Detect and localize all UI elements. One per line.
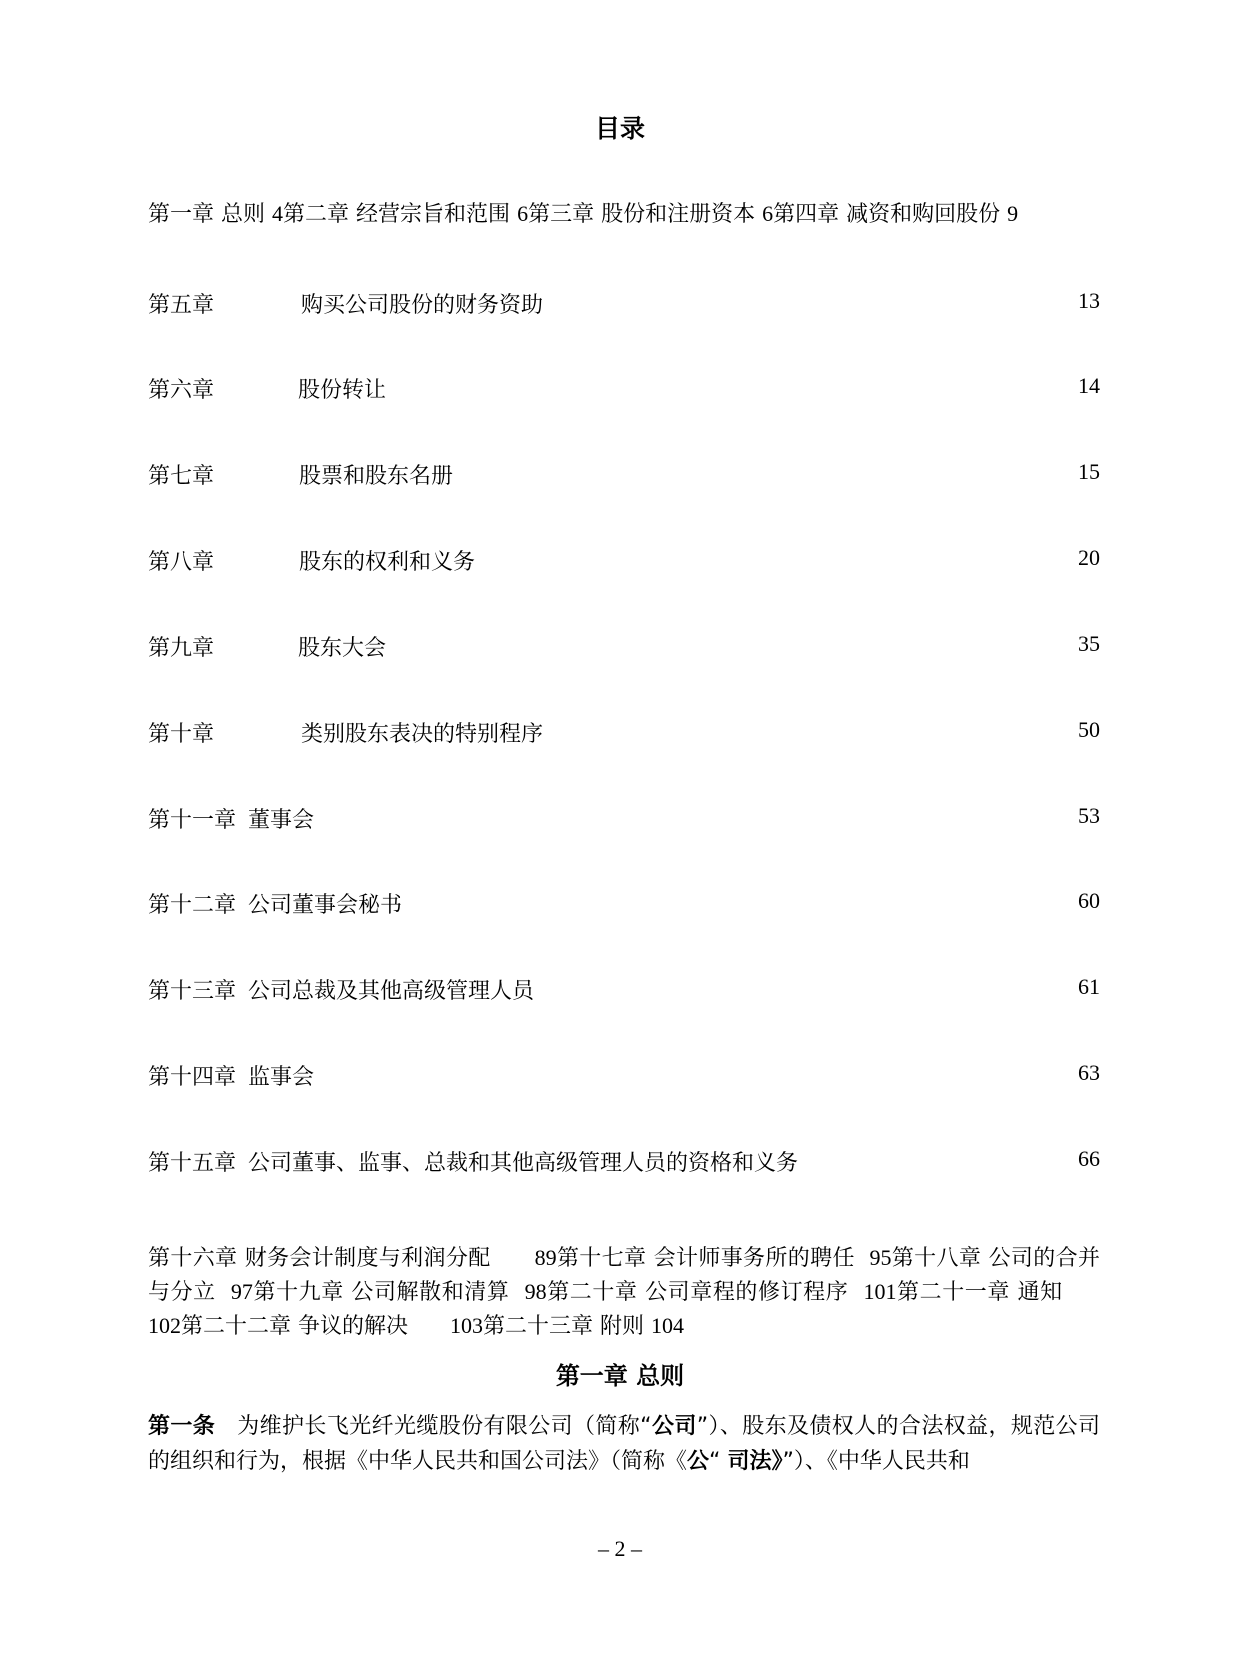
toc-row[interactable] — [148, 717, 1100, 749]
toc-inline-page: 4 — [272, 201, 284, 226]
toc-chapter: 第十章 — [148, 722, 215, 747]
toc-row[interactable] — [148, 888, 1100, 920]
toc-row-title: 公司总裁及其他高级管理人员 — [248, 979, 535, 1004]
toc-chapter: 第十五章 — [148, 1151, 237, 1176]
toc-inline-page: 9 — [1007, 201, 1019, 226]
toc-inline-chapter: 第十九章 — [252, 1280, 344, 1305]
toc-inline-page: 95 — [869, 1245, 892, 1270]
toc-row-title: 购买公司股份的财务资助 — [301, 293, 544, 318]
page-number-footer: – 2 – — [598, 1536, 642, 1561]
toc-inline-title: 财务会计制度与利润分配 — [244, 1246, 491, 1271]
chapter-heading: 第一章 总则 — [555, 1362, 685, 1390]
toc-row-title: 股份转让 — [298, 378, 387, 403]
toc-row-title: 股东大会 — [298, 636, 387, 661]
toc-row[interactable] — [148, 545, 1100, 577]
article-text: ”）、《中华人民共和 — [782, 1449, 970, 1474]
toc-row[interactable] — [148, 373, 1100, 405]
toc-inline-title: 股份和注册资本 — [601, 202, 756, 227]
toc-inline-chapter: 第二十三章 — [483, 1314, 594, 1339]
toc-page-number: 53 — [1078, 803, 1100, 828]
article-paragraph — [148, 1409, 1100, 1479]
article-bold-term: 》 — [771, 1449, 783, 1474]
article-bold-term: 公司 — [651, 1414, 697, 1439]
toc-inline-title: 公司章程的修订程序 — [645, 1280, 849, 1305]
toc-row[interactable] — [148, 1060, 1100, 1092]
toc-row[interactable] — [148, 1146, 1100, 1178]
toc-chapter: 第十四章 — [148, 1065, 237, 1090]
toc-inline-title: 通知 — [1017, 1280, 1063, 1305]
toc-chapter: 第十二章 — [148, 893, 237, 918]
toc-inline-title: 总则 — [221, 202, 266, 227]
toc-inline-title: 附则 — [600, 1314, 645, 1339]
toc-row[interactable] — [148, 288, 1100, 320]
toc-inline-page: 97 — [230, 1279, 253, 1304]
toc-inline-title: 公司的合并与分立 — [148, 1246, 1100, 1305]
toc-page-number: 60 — [1078, 888, 1100, 913]
toc-inline-title: 公司解散和清算 — [351, 1280, 510, 1305]
article-text: ”）、股东及债权人的合法权益，规范公司的组织和行为，根据《中华人民共和国公司法》（简称《 — [148, 1414, 1100, 1474]
toc-page-number: 20 — [1078, 545, 1100, 570]
toc-inline-block-1 — [148, 197, 1108, 228]
toc-inline-page: 89 — [534, 1245, 557, 1270]
toc-inline-block-2 — [148, 1241, 1100, 1343]
toc-row[interactable] — [148, 459, 1100, 491]
toc-chapter: 第五章 — [148, 293, 215, 318]
article-label: 第一条 — [148, 1414, 216, 1439]
toc-inline-title: 争议的解决 — [298, 1314, 409, 1339]
toc-chapter: 第七章 — [148, 464, 215, 489]
toc-row-title: 监事会 — [248, 1065, 315, 1090]
toc-inline-title: 会计师事务所的聘任 — [653, 1246, 855, 1271]
article-bold-term: 公 — [687, 1449, 710, 1474]
toc-row-title: 股东的权利和义务 — [299, 550, 476, 575]
article-text: 为维护长飞光纤光缆股份有限公司（简称“ — [237, 1414, 652, 1439]
toc-row-title: 类别股东表决的特别程序 — [301, 722, 544, 747]
toc-row[interactable] — [148, 974, 1100, 1006]
toc-inline-chapter: 第一章 — [148, 202, 215, 227]
toc-inline-page: 6 — [517, 201, 529, 226]
toc-inline-page: 104 — [651, 1313, 685, 1338]
toc-page-number: 63 — [1078, 1060, 1100, 1085]
toc-row[interactable] — [148, 803, 1100, 835]
toc-chapter: 第八章 — [148, 550, 215, 575]
toc-inline-chapter: 第二十一章 — [896, 1280, 1010, 1305]
toc-page-number: 50 — [1078, 717, 1100, 742]
toc-page-number: 61 — [1078, 974, 1100, 999]
toc-inline-chapter: 第二十二章 — [181, 1314, 292, 1339]
toc-page-number: 15 — [1078, 459, 1100, 484]
toc-inline-chapter: 第三章 — [528, 202, 595, 227]
toc-inline-chapter: 第十七章 — [556, 1246, 647, 1271]
toc-inline-title: 经营宗旨和范围 — [356, 202, 511, 227]
toc-page-number: 14 — [1078, 373, 1100, 398]
toc-inline-chapter: 第二十章 — [546, 1280, 638, 1305]
toc-row-title: 公司董事会秘书 — [248, 893, 403, 918]
toc-page-number: 35 — [1078, 631, 1100, 656]
toc-chapter: 第十一章 — [148, 808, 237, 833]
toc-page-number: 66 — [1078, 1146, 1100, 1171]
toc-row-title: 董事会 — [248, 808, 315, 833]
article-text: “ — [709, 1449, 721, 1474]
toc-inline-title: 减资和购回股份 — [846, 202, 1001, 227]
toc-inline-page: 103 — [450, 1313, 483, 1338]
toc-inline-chapter: 第十八章 — [891, 1246, 982, 1271]
toc-inline-page: 101 — [863, 1279, 897, 1304]
toc-chapter: 第九章 — [148, 636, 215, 661]
toc-page-number: 13 — [1078, 288, 1100, 313]
toc-chapter: 第十三章 — [148, 979, 237, 1004]
article-bold-term: 司法 — [727, 1449, 772, 1474]
toc-row-title: 公司董事、监事、总裁和其他高级管理人员的资格和义务 — [248, 1151, 799, 1176]
toc-row[interactable] — [148, 631, 1100, 663]
toc-inline-page: 102 — [148, 1313, 181, 1338]
toc-title: 目录 — [594, 114, 645, 143]
toc-inline-page: 6 — [762, 201, 774, 226]
toc-inline-chapter: 第四章 — [773, 202, 840, 227]
toc-inline-chapter: 第十六章 — [148, 1246, 238, 1271]
toc-chapter: 第六章 — [148, 378, 215, 403]
toc-inline-chapter: 第二章 — [283, 202, 350, 227]
toc-inline-page: 98 — [524, 1279, 547, 1304]
toc-row-title: 股票和股东名册 — [299, 464, 454, 489]
